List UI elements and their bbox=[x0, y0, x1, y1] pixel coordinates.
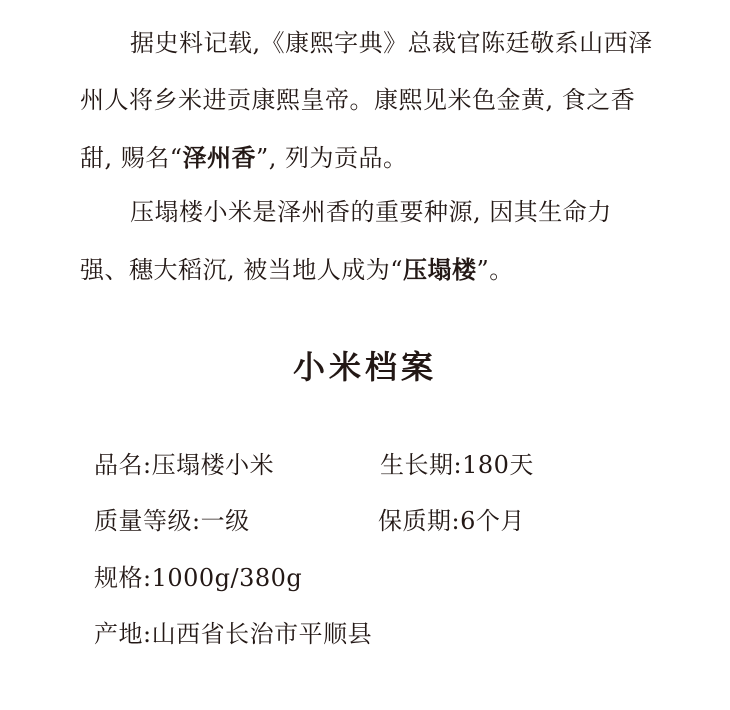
spec-size: 规格:1000g/380g bbox=[94, 564, 303, 592]
intro-p1-text-b: ”, 列为贡品。 bbox=[256, 144, 408, 172]
spec-growth-period: 生长期:180天 bbox=[380, 451, 534, 479]
spec-name: 品名:压塌楼小米 bbox=[94, 451, 275, 479]
spec-grade: 质量等级:一级 bbox=[94, 507, 250, 535]
intro-p2-text-a: 压塌楼小米是泽州香的重要种源, 因其生命力强、穗大稻沉, 被当地人成为“ bbox=[80, 198, 612, 284]
spec-origin: 产地:山西省长治市平顺县 bbox=[94, 620, 373, 648]
spec-shelf-life: 保质期:6个月 bbox=[378, 507, 525, 535]
intro-p2-text-b: ”。 bbox=[476, 256, 514, 284]
intro-paragraph-1 bbox=[80, 15, 660, 187]
intro-p2-bold: 压塌楼 bbox=[403, 255, 477, 284]
intro-paragraph-2 bbox=[80, 184, 660, 299]
intro-p1-bold: 泽州香 bbox=[182, 143, 257, 172]
intro-p1-text-a: 据史料记载,《康熙字典》总裁官陈廷敬系山西泽州人将乡米进贡康熙皇帝。康熙见米色金黄, 食之香甜, 赐名“ bbox=[80, 29, 653, 172]
section-title: 小米档案 bbox=[292, 348, 437, 386]
